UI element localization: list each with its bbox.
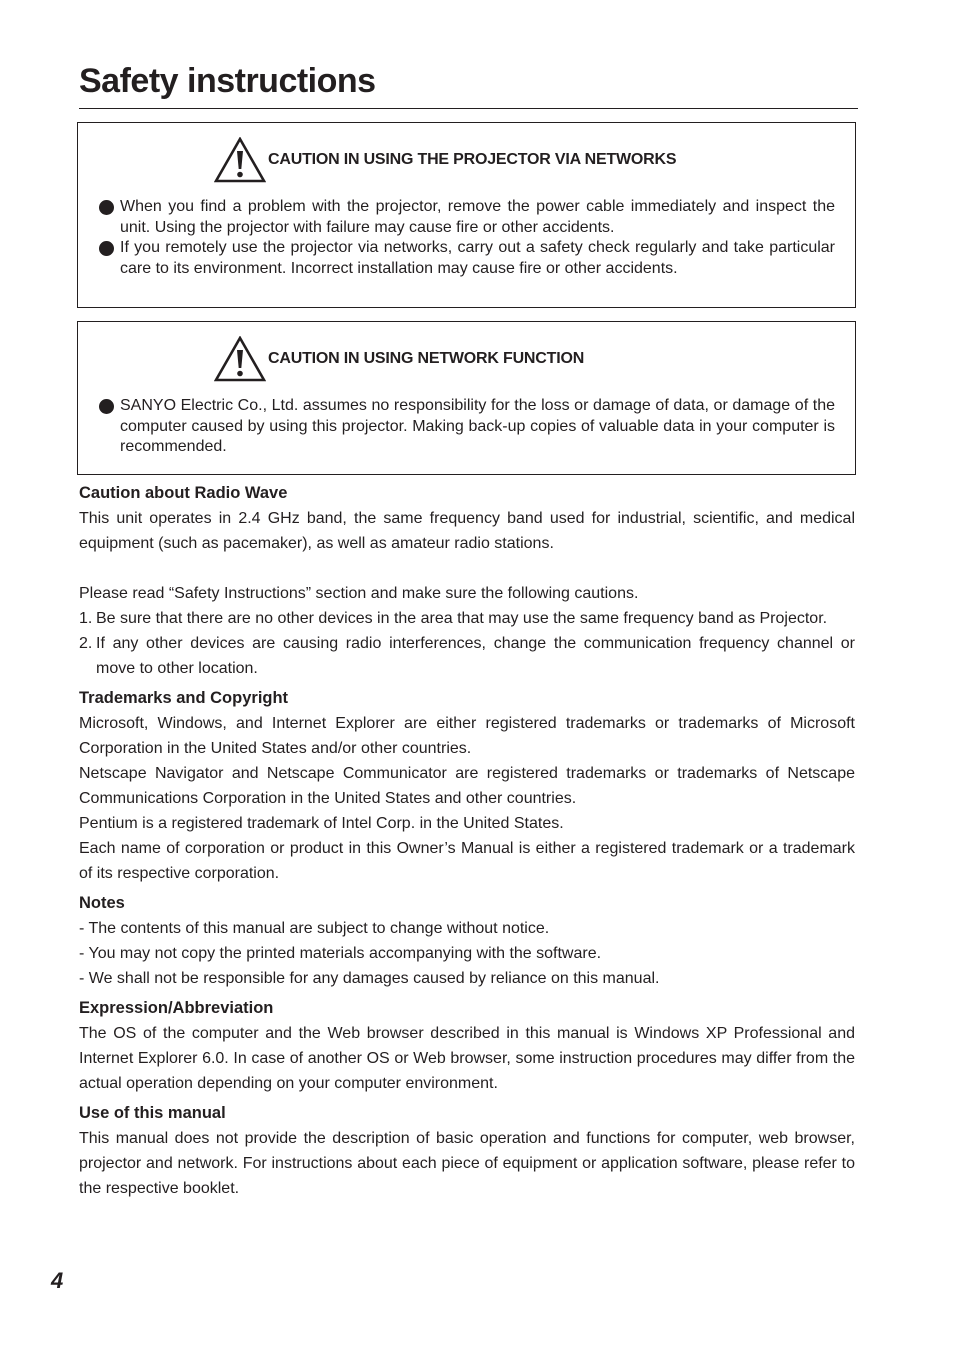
section-heading-notes: Notes xyxy=(79,894,125,912)
warning-triangle-icon xyxy=(214,137,266,183)
list-item-text: Be sure that there are no other devices in the area that may use the same frequency band as Projector. xyxy=(96,610,828,627)
main-content xyxy=(79,481,855,1201)
caution-list xyxy=(98,396,835,458)
list-item-text: If any other devices are causing radio interferences, change the communication frequency channel or move to other location. xyxy=(96,635,855,677)
section-heading-trademarks: Trademarks and Copyright xyxy=(79,689,289,707)
list-number: 2. xyxy=(79,635,93,652)
list-item-text: SANYO Electric Co., Ltd. assumes no responsibility for the loss or damage of data, or damage of the computer caused by using this projector. Making back-up copies of valuable data in your computer is recommended. xyxy=(120,397,835,455)
bullet-icon xyxy=(99,399,114,414)
section-heading-radio-wave: Caution about Radio Wave xyxy=(79,484,288,502)
list-item: - The contents of this manual are subject to change without notice. xyxy=(79,920,550,937)
list-item: - We shall not be responsible for any damages caused by reliance on this manual. xyxy=(79,970,660,987)
bullet-icon xyxy=(99,241,114,256)
paragraph: This manual does not provide the description of basic operation and functions for computer, web browser, projector and network. For instructions about each piece of equipment or application software, please refer to the respective booklet. xyxy=(79,1130,855,1197)
list-number: 1. xyxy=(79,610,93,627)
warning-triangle-icon xyxy=(214,336,266,382)
bullet-icon xyxy=(99,200,114,215)
paragraph: Pentium is a registered trademark of Intel Corp. in the United States. xyxy=(79,815,564,832)
caution-header xyxy=(214,336,584,382)
list-item xyxy=(98,396,835,458)
caution-box-function xyxy=(77,321,856,475)
paragraph: The OS of the computer and the Web browser described in this manual is Windows XP Professional and Internet Explorer 6.0. In case of another OS or Web browser, some instruction procedures may differ from the actual operation depending on your computer environment. xyxy=(79,1025,855,1092)
list-item xyxy=(79,631,855,681)
section-heading-expression: Expression/Abbreviation xyxy=(79,999,274,1017)
caution-box-networks xyxy=(77,122,856,308)
list-item xyxy=(98,197,835,238)
paragraph: Microsoft, Windows, and Internet Explorer are either registered trademarks or trademarks of Microsoft Corporation in the United States and/or other countries. xyxy=(79,715,855,757)
paragraph: Please read “Safety Instructions” section and make sure the following cautions. xyxy=(79,585,639,602)
page-number: 4 xyxy=(51,1268,64,1293)
list-item xyxy=(79,606,855,631)
paragraph: This unit operates in 2.4 GHz band, the same frequency band used for industrial, scientific, and medical equipment (such as pacemaker), as well as amateur radio stations. xyxy=(79,510,855,552)
caution-header xyxy=(214,137,676,183)
list-item: - You may not copy the printed materials accompanying with the software. xyxy=(79,945,602,962)
caution-title: CAUTION IN USING NETWORK FUNCTION xyxy=(268,350,585,367)
section-heading-use-manual: Use of this manual xyxy=(79,1104,226,1122)
paragraph: Each name of corporation or product in this Owner’s Manual is either a registered trademark or a trademark of its respective corporation. xyxy=(79,840,855,882)
list-item xyxy=(98,238,835,279)
caution-title: CAUTION IN USING THE PROJECTOR VIA NETWORKS xyxy=(268,151,677,168)
list-item-text: When you find a problem with the projector, remove the power cable immediately and inspect the unit. Using the projector with failure may cause fire or other accidents. xyxy=(120,198,835,236)
caution-list xyxy=(98,197,835,279)
page-title: Safety instructions xyxy=(79,58,858,109)
paragraph: Netscape Navigator and Netscape Communicator are registered trademarks or trademarks of Netscape Communications Corporation in the United States and other countries. xyxy=(79,765,855,807)
list-item-text: If you remotely use the projector via networks, carry out a safety check regularly and take particular care to its environment. Incorrect installation may cause fire or other accidents. xyxy=(120,239,835,277)
numbered-list xyxy=(79,606,855,681)
